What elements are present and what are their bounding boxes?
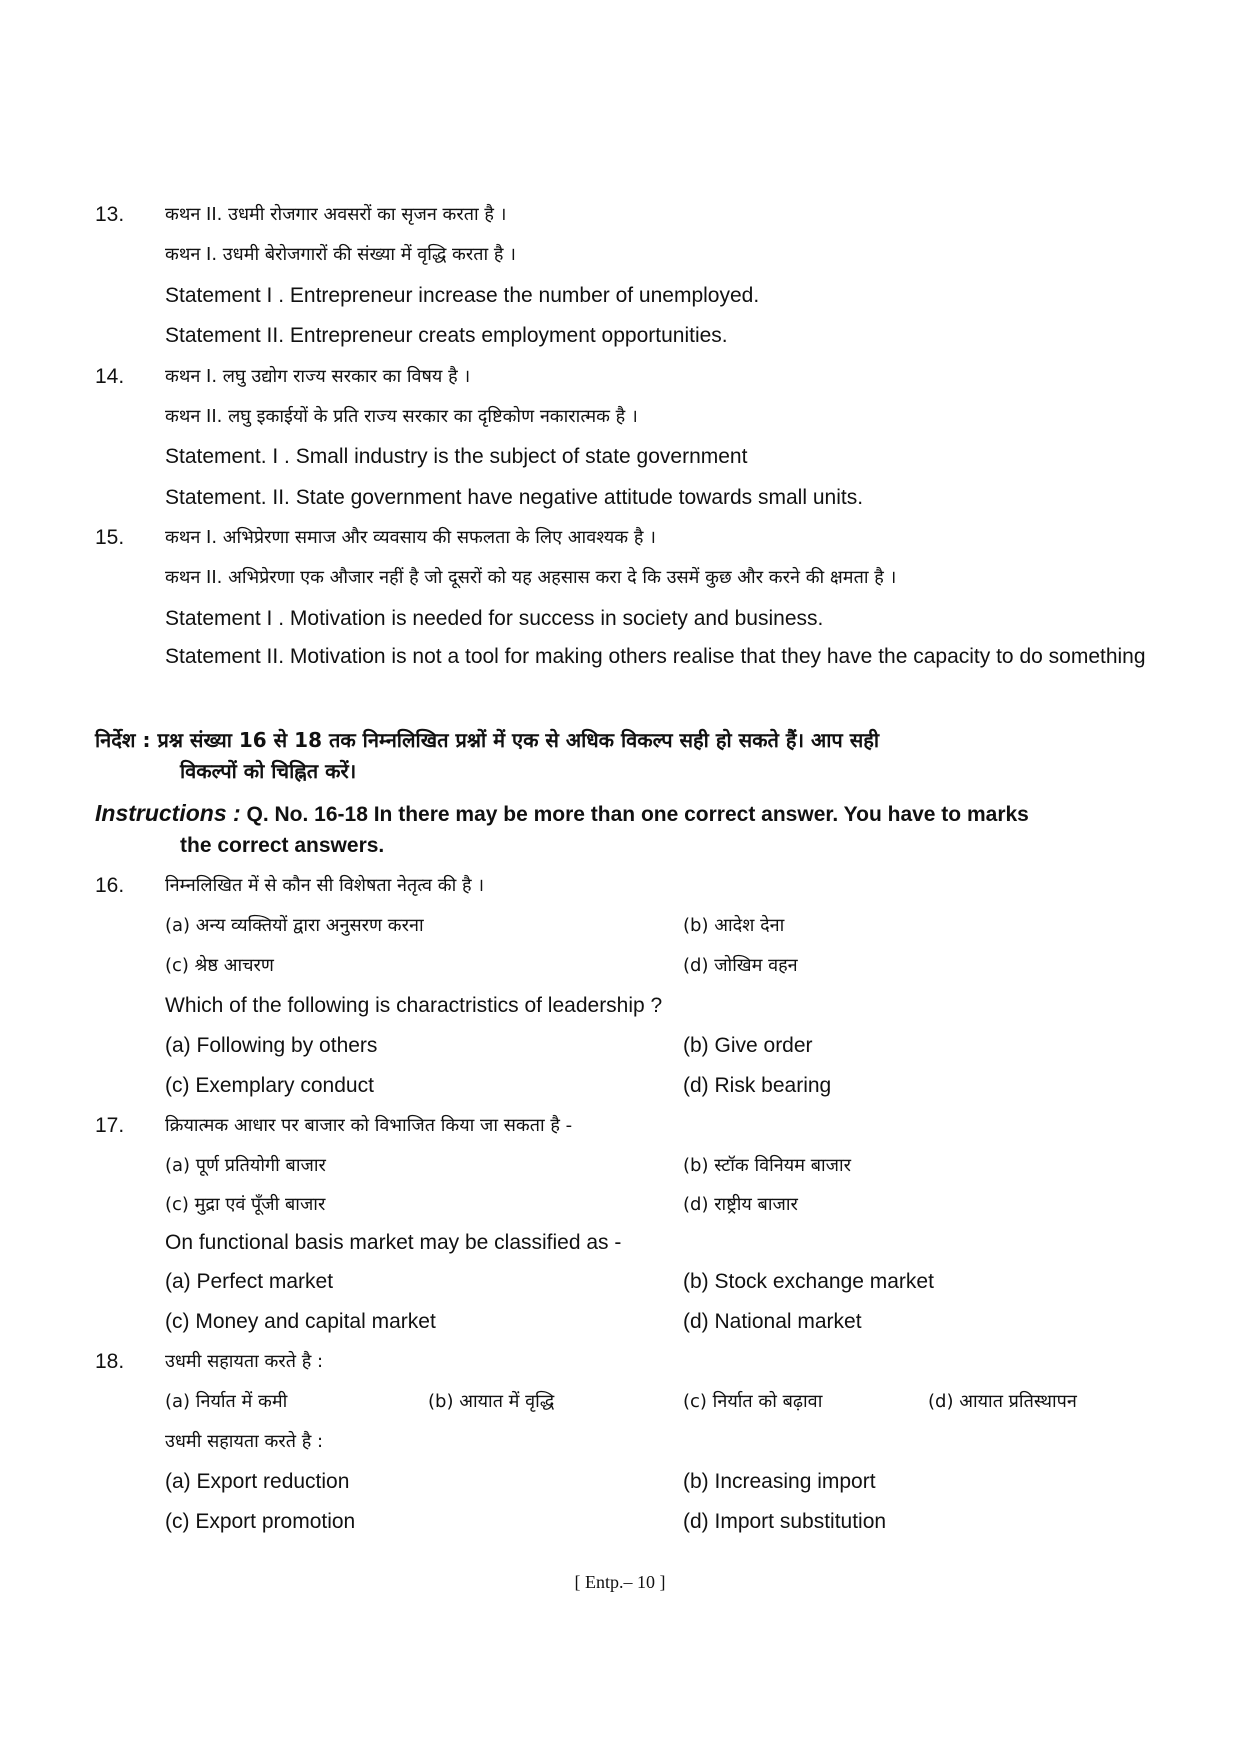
direction-hindi-label: निर्देश : bbox=[95, 728, 151, 752]
q18-option-d-english: (d) Import substitution bbox=[683, 1510, 887, 1533]
q13-statement-1-hindi: कथन I. उधमी बेरोजगारों की संख्या में वृद्धि करता है । bbox=[165, 244, 516, 265]
q18-number: 18. bbox=[95, 1350, 125, 1373]
instructions-continuation: the correct answers. bbox=[180, 834, 385, 857]
direction-hindi bbox=[95, 725, 1150, 787]
q17-question-english: On functional basis market may be classified as - bbox=[165, 1231, 622, 1254]
q14-statement-1-hindi: कथन I. लघु उद्योग राज्य सरकार का विषय है । bbox=[165, 366, 471, 387]
q18-option-b-hindi: (b) आयात में वृद्धि bbox=[428, 1391, 555, 1412]
q17-option-c-hindi: (c) मुद्रा एवं पूँजी बाजार bbox=[165, 1194, 326, 1215]
q16-question-english: Which of the following is charactristics of leadership ? bbox=[165, 994, 663, 1017]
q14-statement-1-english: Statement. I . Small industry is the subject of state government bbox=[165, 445, 748, 468]
q16-option-b-english: (b) Give order bbox=[683, 1034, 813, 1057]
q16-number: 16. bbox=[95, 874, 125, 897]
q18-option-a-english: (a) Export reduction bbox=[165, 1470, 350, 1493]
q17-number: 17. bbox=[95, 1114, 125, 1137]
q13-statement-1-english: Statement I . Entrepreneur increase the number of unemployed. bbox=[165, 284, 760, 307]
q14-number: 14. bbox=[95, 365, 125, 388]
q16-option-d-hindi: (d) जोखिम वहन bbox=[683, 955, 798, 976]
q18-option-b-english: (b) Increasing import bbox=[683, 1470, 876, 1493]
q17-option-a-english: (a) Perfect market bbox=[165, 1270, 334, 1293]
q16-option-a-english: (a) Following by others bbox=[165, 1034, 378, 1057]
q16-question-hindi: निम्नलिखित में से कौन सी विशेषता नेतृत्व की है । bbox=[165, 875, 485, 896]
q18-option-c-english: (c) Export promotion bbox=[165, 1510, 356, 1533]
q16-option-d-english: (d) Risk bearing bbox=[683, 1074, 832, 1097]
q17-option-d-hindi: (d) राष्ट्रीय बाजार bbox=[683, 1194, 798, 1215]
q15-statement-2-english: Statement II. Motivation is not a tool for making others realise that they have the capacity to do something bbox=[165, 645, 1146, 668]
q16-option-c-english: (c) Exemplary conduct bbox=[165, 1074, 374, 1097]
q18-question-repeat: उधमी सहायता करते है : bbox=[165, 1431, 324, 1452]
q14-statement-2-english: Statement. II. State government have negative attitude towards small units. bbox=[165, 486, 864, 509]
q15-statement-1-hindi: कथन I. अभिप्रेरणा समाज और व्यवसाय की सफलता के लिए आवश्यक है । bbox=[165, 527, 656, 548]
q17-option-d-english: (d) National market bbox=[683, 1310, 862, 1333]
direction-hindi-text: प्रश्न संख्या 16 से 18 तक निम्नलिखित प्रश्नों में एक से अधिक विकल्प सही हो सकते हैं। आप सही bbox=[157, 728, 880, 752]
q13-number: 13. bbox=[95, 203, 125, 226]
q16-option-a-hindi: (a) अन्य व्यक्तियों द्वारा अनुसरण करना bbox=[165, 915, 424, 936]
q14-statement-2-hindi: कथन II. लघु इकाईयों के प्रति राज्य सरकार का दृष्टिकोण नकारात्मक है । bbox=[165, 406, 638, 427]
q16-option-c-hindi: (c) श्रेष्ठ आचरण bbox=[165, 955, 274, 976]
q17-question-hindi: क्रियात्मक आधार पर बाजार को विभाजित किया जा सकता है - bbox=[165, 1115, 573, 1136]
page-footer: [ Entp.– 10 ] bbox=[574, 1572, 666, 1592]
q17-option-a-hindi: (a) पूर्ण प्रतियोगी बाजार bbox=[165, 1155, 326, 1176]
direction-hindi-continuation: विकल्पों को चिह्नित करें। bbox=[180, 759, 357, 783]
q18-option-a-hindi: (a) निर्यात में कमी bbox=[165, 1391, 288, 1412]
q16-option-b-hindi: (b) आदेश देना bbox=[683, 915, 785, 936]
instructions-english bbox=[95, 798, 1150, 861]
q18-question-hindi: उधमी सहायता करते है : bbox=[165, 1351, 324, 1372]
q17-option-b-english: (b) Stock exchange market bbox=[683, 1270, 934, 1293]
q15-number: 15. bbox=[95, 526, 125, 549]
instructions-label: Instructions : bbox=[95, 800, 241, 826]
q18-option-d-hindi: (d) आयात प्रतिस्थापन bbox=[928, 1391, 1077, 1412]
q13-statement-2-english: Statement II. Entrepreneur creats employment opportunities. bbox=[165, 324, 728, 347]
q13-statement-2-hindi: कथन II. उधमी रोजगार अवसरों का सृजन करता है । bbox=[165, 204, 507, 225]
q15-statement-1-english: Statement I . Motivation is needed for success in society and business. bbox=[165, 607, 824, 630]
instructions-text: Q. No. 16-18 In there may be more than one correct answer. You have to marks bbox=[246, 803, 1029, 826]
q17-option-c-english: (c) Money and capital market bbox=[165, 1310, 436, 1333]
q18-option-c-hindi: (c) निर्यात को बढ़ावा bbox=[683, 1391, 823, 1412]
q15-statement-2-hindi: कथन II. अभिप्रेरणा एक औजार नहीं है जो दूसरों को यह अहसास करा दे कि उसमें कुछ और करने की क्षमता है । bbox=[165, 567, 897, 588]
q17-option-b-hindi: (b) स्टॉक विनियम बाजार bbox=[683, 1155, 852, 1176]
